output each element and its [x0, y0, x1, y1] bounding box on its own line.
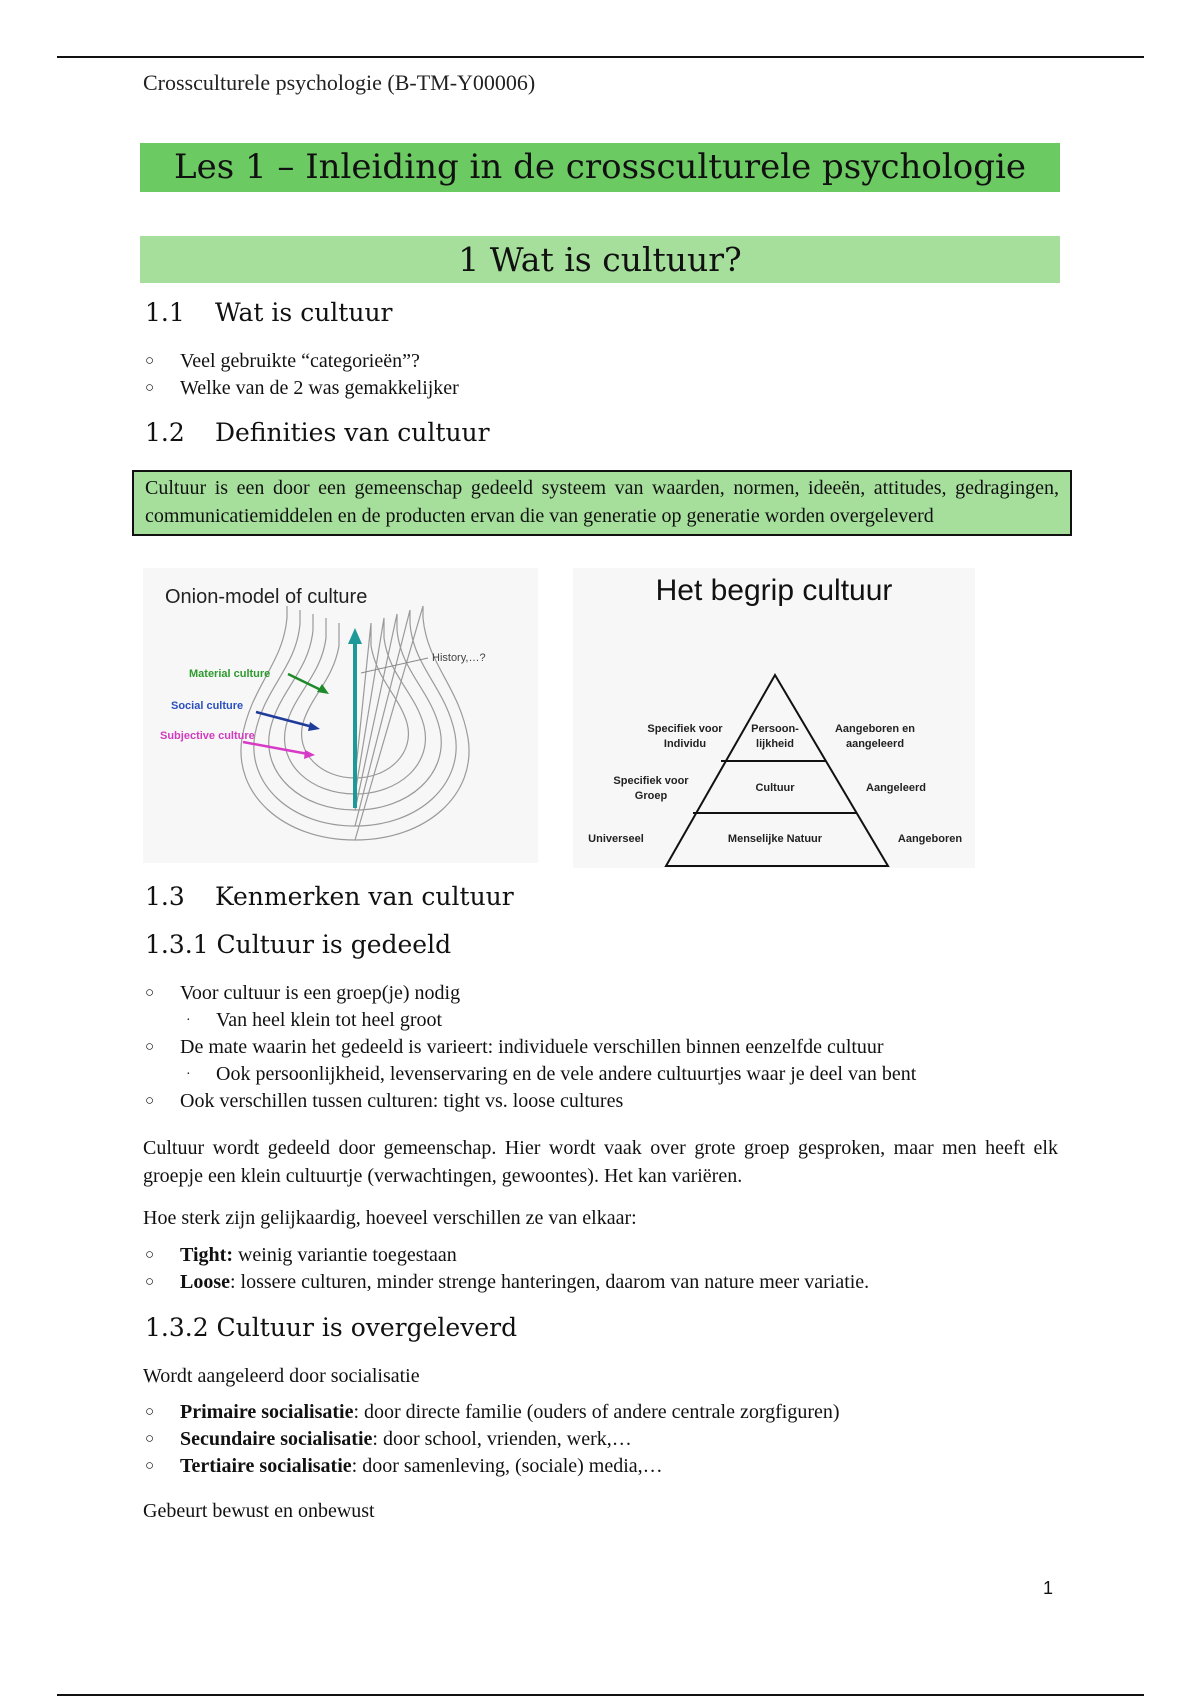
paragraph-gelijkaardig: Hoe sterk zijn gelijkaardig, hoeveel verschillen ze van elkaar: — [143, 1207, 637, 1229]
heading-1-1 — [145, 298, 393, 327]
list-subitem: · Ook persoonlijkheid, levenservaring en de vele andere cultuurtjes waar je deel van bent — [143, 1061, 916, 1088]
pyramid-mid1-label: Persoon- — [751, 723, 799, 735]
circle-bullet-icon: ○ — [145, 1431, 155, 1447]
pyramid-mid3-label: Menselijke Natuur — [727, 833, 823, 845]
dot-bullet-icon: · — [186, 1013, 191, 1028]
list-item: ○ Ook verschillen tussen culturen: tight vs. loose cultures — [143, 1088, 916, 1115]
subjective-culture-label: Subjective culture — [160, 730, 255, 742]
page-number: 1 — [1043, 1578, 1054, 1598]
pyramid-right2-label: Aangeleerd — [866, 782, 926, 794]
heading-1-3 — [145, 882, 514, 911]
history-label: History,…? — [432, 652, 486, 664]
onion-model-figure — [143, 568, 538, 863]
pyramid-left2-label: Specifiek voor — [613, 775, 689, 787]
circle-bullet-icon: ○ — [145, 1404, 155, 1420]
material-culture-label: Material culture — [189, 668, 271, 680]
heading-number: 1.3 — [145, 882, 185, 911]
list-item-tertiair: ○ Tertiaire socialisatie: door samenleving, (sociale) media,… — [143, 1453, 840, 1480]
list-item: ○ Welke van de 2 was gemakkelijker — [143, 375, 459, 402]
paragraph-gedeeld: Cultuur wordt gedeeld door gemeenschap. Hier wordt vaak over grote groep gesproken, maar men heeft elk groepje een klein cultuurtje (verwachtingen, gewoontes). Het kan variëren. — [143, 1137, 1058, 1187]
circle-bullet-icon: ○ — [145, 1247, 155, 1263]
list-item-primair: ○ Primaire socialisatie: door directe familie (ouders of andere centrale zorgfiguren) — [143, 1399, 840, 1426]
pyramid-left1b-label: Individu — [663, 738, 707, 750]
list-item: ○ Veel gebruikte “categorieën”? — [143, 348, 459, 375]
pyramid-mid1b-label: lijkheid — [756, 738, 794, 750]
heading-number: 1.2 — [145, 418, 185, 447]
list-socialisatie — [143, 1399, 840, 1480]
pyramid-right1-label: Aangeboren en — [834, 723, 916, 735]
circle-bullet-icon: ○ — [145, 380, 155, 396]
onion-title: Onion-model of culture — [165, 586, 368, 608]
list-subitem: · Van heel klein tot heel groot — [143, 1007, 916, 1034]
list-item: ○ De mate waarin het gedeeld is varieert: individuele verschillen binnen eenzelfde cultuur — [143, 1034, 916, 1061]
heading-text: Definities van cultuur — [215, 418, 490, 447]
dot-bullet-icon: · — [186, 1067, 191, 1082]
definition-box: Cultuur is een door een gemeenschap gedeeld systeem van waarden, normen, ideeën, attitudes, gedragingen, communicatiemiddelen en de producten ervan die van generatie op generatie worden overgeleverd — [132, 470, 1072, 536]
pyramid-left1-label: Specifiek voor — [647, 723, 723, 735]
paragraph-bewust: Gebeurt bewust en onbewust — [143, 1500, 375, 1522]
social-culture-label: Social culture — [171, 700, 244, 712]
heading-1-2 — [145, 418, 490, 447]
list-1-3-1 — [143, 980, 916, 1115]
pyramid-mid2-label: Cultuur — [755, 782, 795, 794]
chapter-title: 1 Wat is cultuur? — [140, 236, 1060, 283]
circle-bullet-icon: ○ — [145, 1458, 155, 1474]
heading-text: Wat is cultuur — [215, 298, 393, 327]
list-item-loose: ○ Loose: lossere culturen, minder strenge hanteringen, daarom van nature meer variatie. — [143, 1269, 869, 1296]
lesson-title: Les 1 – Inleiding in de crossculturele psychologie — [140, 143, 1060, 192]
pyramid-right1b-label: aangeleerd — [845, 738, 905, 750]
pyramid-figure — [573, 568, 975, 868]
list-1-1 — [143, 348, 459, 402]
paragraph-socialisatie-intro: Wordt aangeleerd door socialisatie — [143, 1365, 420, 1387]
heading-1-3-1: 1.3.1 Cultuur is gedeeld — [145, 930, 452, 959]
circle-bullet-icon: ○ — [145, 985, 155, 1001]
figure-background — [573, 568, 975, 868]
top-rule — [57, 56, 1144, 58]
pyramid-left3-label: Universeel — [588, 833, 644, 845]
circle-bullet-icon: ○ — [145, 353, 155, 369]
heading-number: 1.1 — [145, 298, 185, 327]
pyramid-right3-label: Aangeboren — [897, 833, 963, 845]
list-item: ○ Voor cultuur is een groep(je) nodig — [143, 980, 916, 1007]
circle-bullet-icon: ○ — [145, 1039, 155, 1055]
bottom-rule — [57, 1694, 1144, 1696]
circle-bullet-icon: ○ — [145, 1093, 155, 1109]
running-header: Crossculturele psychologie (B-TM-Y00006) — [143, 70, 536, 95]
list-tight-loose — [143, 1242, 869, 1296]
pyramid-left2b-label: Groep — [634, 790, 668, 802]
list-item-secundair: ○ Secundaire socialisatie: door school, vrienden, werk,… — [143, 1426, 840, 1453]
heading-text: Kenmerken van cultuur — [215, 882, 514, 911]
pyramid-title: Het begrip cultuur — [655, 574, 893, 607]
circle-bullet-icon: ○ — [145, 1274, 155, 1290]
figure-background — [143, 568, 538, 863]
heading-1-3-2: 1.3.2 Cultuur is overgeleverd — [145, 1313, 518, 1342]
list-item-tight: ○ Tight: weinig variantie toegestaan — [143, 1242, 869, 1269]
